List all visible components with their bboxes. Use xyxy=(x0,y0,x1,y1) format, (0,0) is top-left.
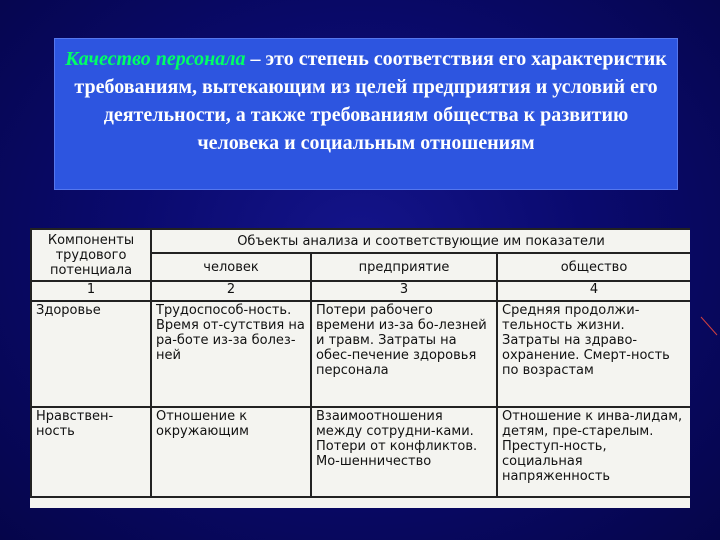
definition-box xyxy=(54,38,678,190)
indicators-table-image xyxy=(30,228,690,508)
row-component: Нравствен-ность xyxy=(31,407,151,497)
column-number: 3 xyxy=(311,281,497,301)
corner-header: Компоненты трудового потенциала xyxy=(31,229,151,281)
decorative-line-icon xyxy=(700,316,718,336)
group-header: Объекты анализа и соответствующие им показатели xyxy=(151,229,690,253)
cell-enterprise: Взаимоотношения между сотрудни-ками. Потери от конфликтов. Мо-шенничество xyxy=(311,407,497,497)
table-row xyxy=(31,407,690,497)
table-row xyxy=(31,301,690,407)
definition-text: – это степень соответствия его характеристик требованиям, вытекающим из целей предприятия и условий его деятельности, а также требованиям общества к развитию человека и социальным отношениям xyxy=(74,48,667,154)
column-number: 4 xyxy=(497,281,690,301)
cell-society: Отношение к инва-лидам, детям, пре-старелым. Преступ-ность, социальная напряженность xyxy=(497,407,690,497)
column-header-society: общество xyxy=(497,253,690,281)
cell-society: Средняя продолжи-тельность жизни. Затраты на здраво-охранение. Смерт-ность по возрастам xyxy=(497,301,690,407)
column-header-person: человек xyxy=(151,253,311,281)
cell-person: Отношение к окружающим xyxy=(151,407,311,497)
column-number: 2 xyxy=(151,281,311,301)
indicators-table xyxy=(30,228,690,498)
row-component: Здоровье xyxy=(31,301,151,407)
cell-person: Трудоспособ-ность. Время от-сутствия на ра-боте из-за болез-ней xyxy=(151,301,311,407)
definition-term: Качество персонала xyxy=(65,48,246,70)
column-header-enterprise: предприятие xyxy=(311,253,497,281)
cell-enterprise: Потери рабочего времени из-за бо-лезней и травм. Затраты на обес-печение здоровья персонала xyxy=(311,301,497,407)
column-number: 1 xyxy=(31,281,151,301)
